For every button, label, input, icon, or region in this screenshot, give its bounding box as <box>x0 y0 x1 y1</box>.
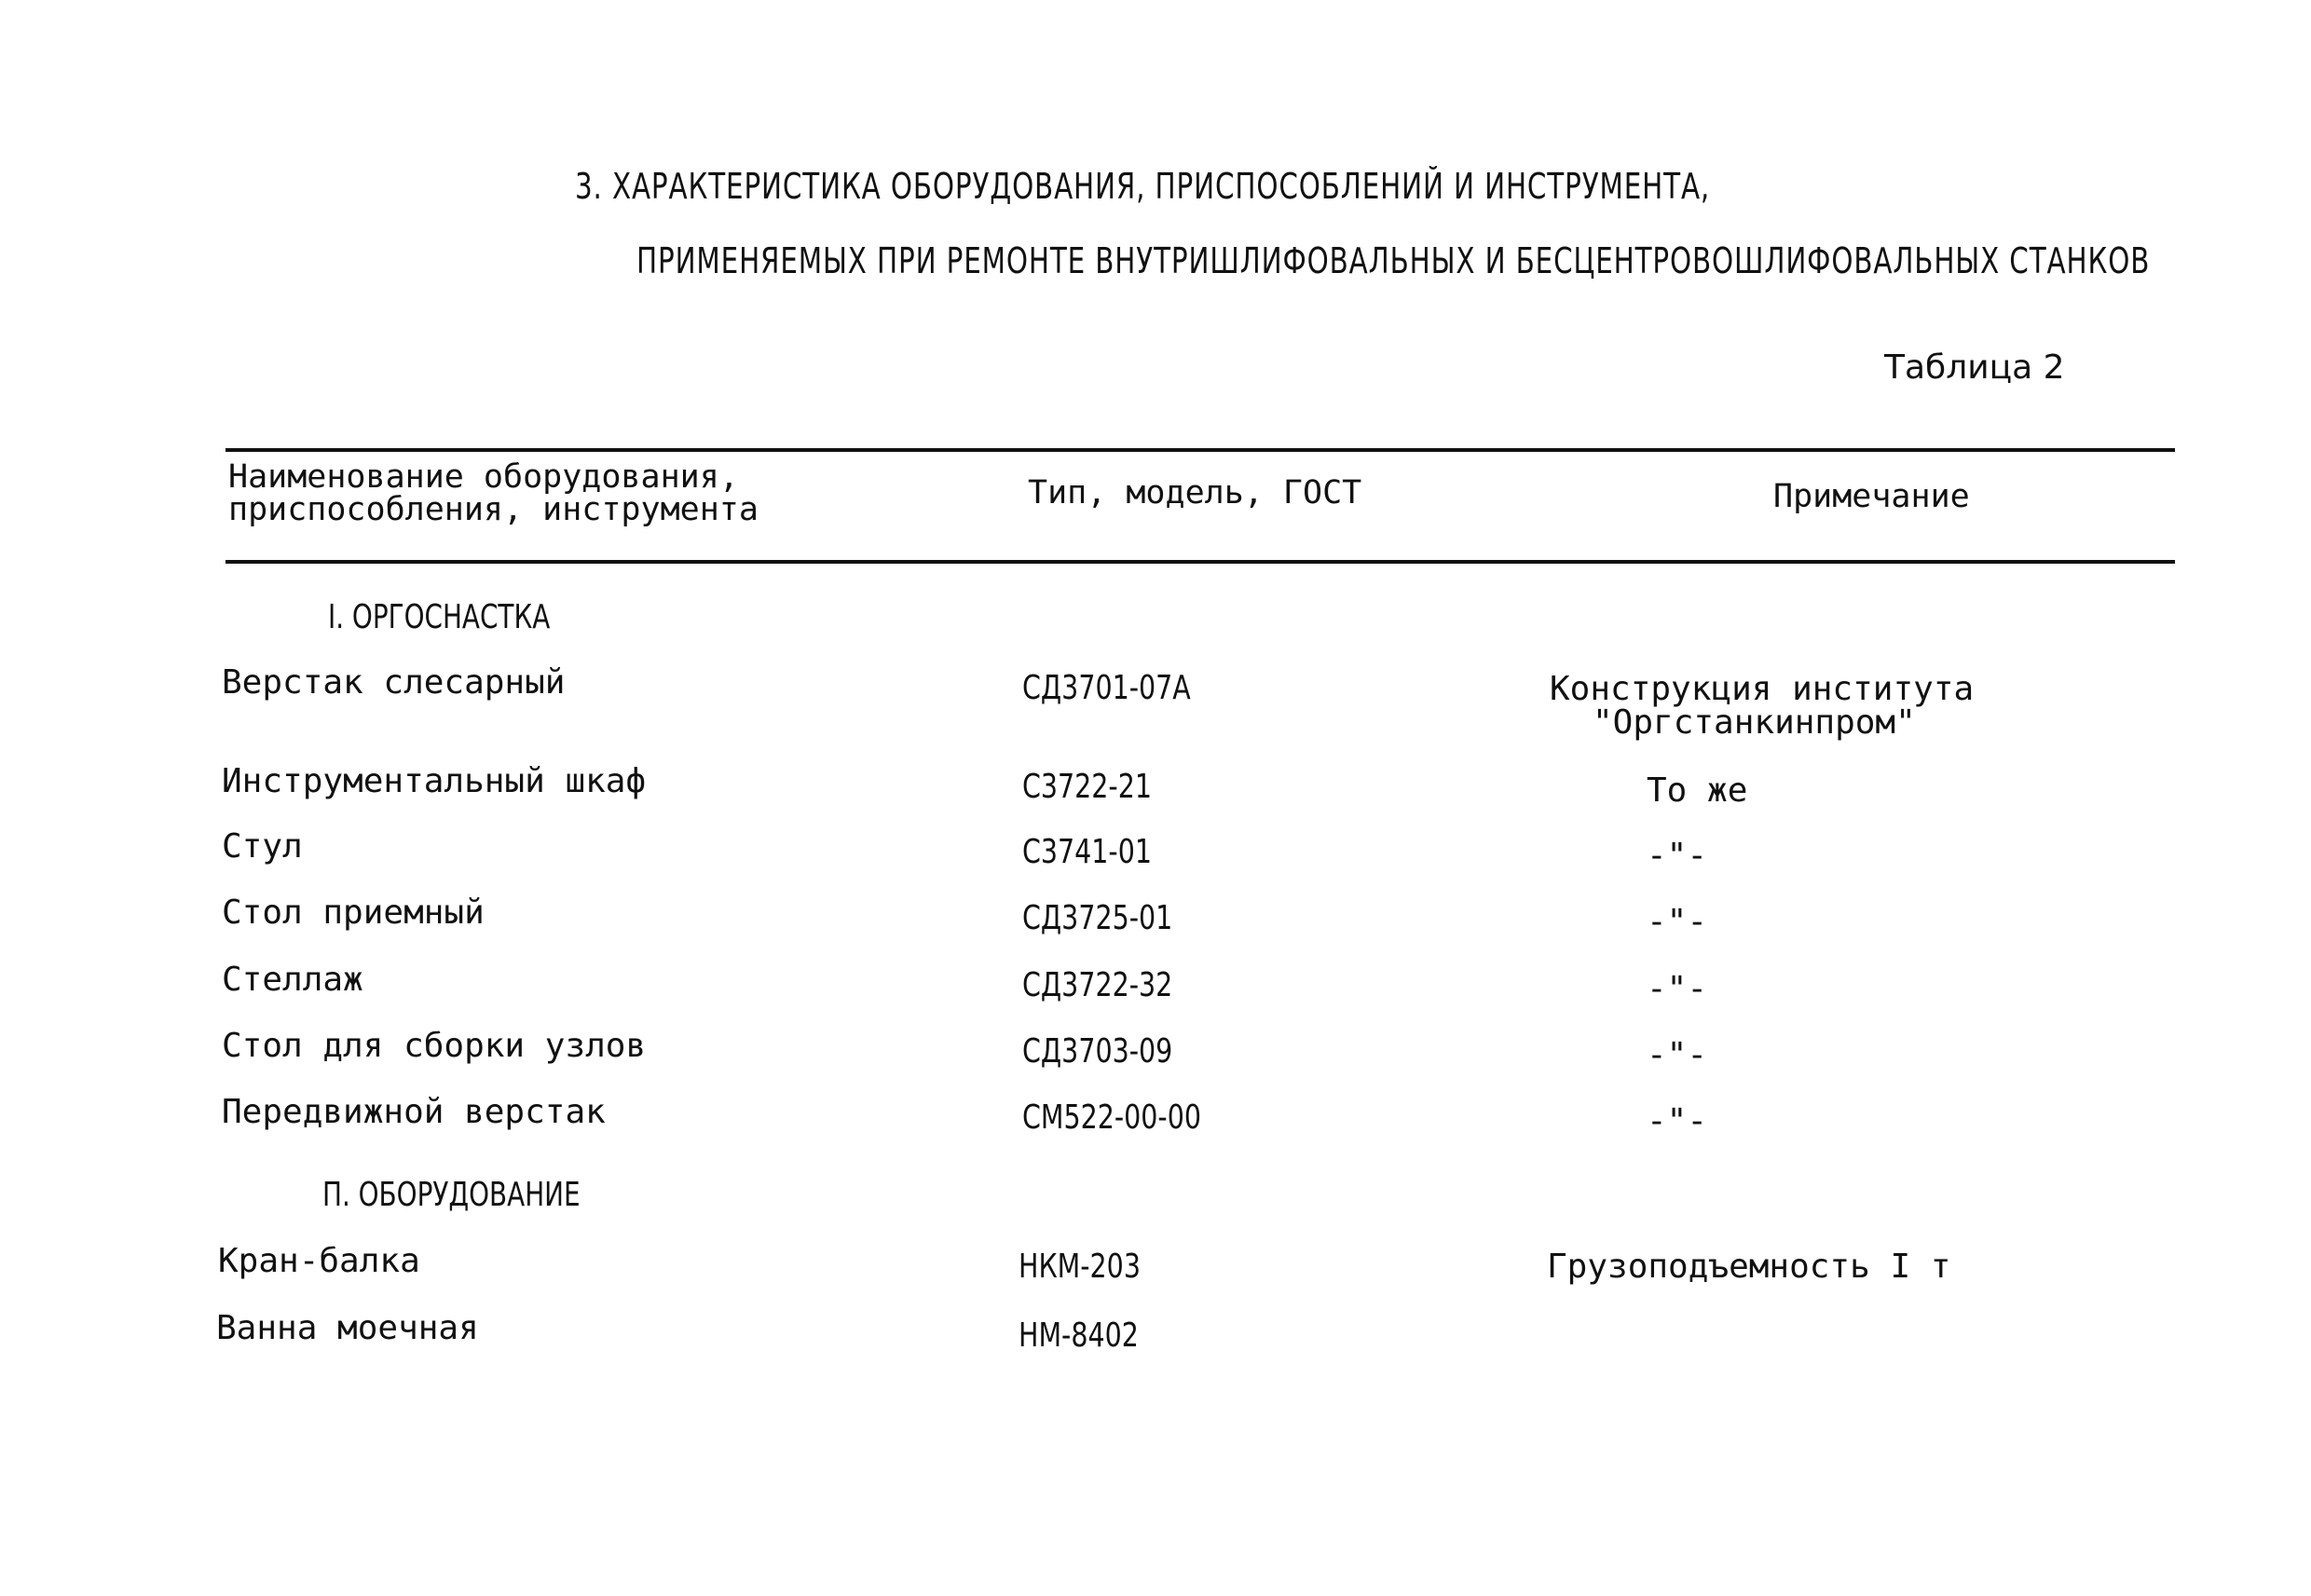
equipment-name: Верстак слесарный <box>222 663 566 702</box>
column-header-model: Тип, модель, ГОСТ <box>1028 474 1362 512</box>
table-row <box>0 1029 2311 1084</box>
column-header-name-line2: приспособления, инструмента <box>228 491 759 528</box>
equipment-note: -"- <box>1647 1102 1708 1140</box>
equipment-model: СД3701-07А <box>1022 669 1191 707</box>
equipment-name: Стол для сборки узлов <box>222 1027 647 1065</box>
equipment-model: НМ-8402 <box>1019 1316 1139 1355</box>
table-row <box>0 663 2311 742</box>
equipment-name: Стеллаж <box>222 961 363 999</box>
column-header-name-line1: Наименование оборудования, <box>228 458 739 496</box>
equipment-note-line1: Конструкция института <box>1550 670 1975 708</box>
equipment-model: СД3703-09 <box>1022 1032 1173 1071</box>
heading-line-1: 3. ХАРАКТЕРИСТИКА ОБОРУДОВАНИЯ, ПРИСПОСОБЛЕНИЙ И ИНСТРУМЕНТА, <box>575 166 1711 207</box>
equipment-model: СМ522-00-00 <box>1022 1098 1201 1137</box>
equipment-note: Грузоподъемность I т <box>1547 1248 1951 1286</box>
table-row <box>0 1095 2311 1151</box>
equipment-model: СД3725-01 <box>1022 899 1173 937</box>
table-row <box>0 1244 2311 1300</box>
equipment-name: Кран-балка <box>218 1242 420 1280</box>
equipment-name: Передвижной верстак <box>222 1093 606 1131</box>
table-caption: Таблица 2 <box>1884 348 2065 387</box>
equipment-name: Стол приемный <box>222 893 485 932</box>
table-top-rule <box>226 448 2175 452</box>
equipment-name: Инструментальный шкаф <box>222 762 647 800</box>
table-row <box>0 1311 2311 1367</box>
heading-line-2: ПРИМЕНЯЕМЫХ ПРИ РЕМОНТЕ ВНУТРИШЛИФОВАЛЬНЫХ И БЕСЦЕНТРОВОШЛИФОВАЛЬНЫХ СТАНКОВ <box>636 240 2151 281</box>
equipment-name: Стул <box>222 827 303 866</box>
section-title-orgosnastka: I. ОРГОСНАСТКА <box>328 598 551 636</box>
equipment-model: НКМ-203 <box>1019 1248 1141 1286</box>
equipment-model: С3722-21 <box>1022 768 1152 806</box>
table-row <box>0 895 2311 951</box>
equipment-note: -"- <box>1647 903 1708 941</box>
table-row <box>0 829 2311 885</box>
equipment-model: СД3722-32 <box>1022 966 1173 1004</box>
equipment-name: Ванна моечная <box>216 1309 479 1347</box>
section-title-oborudovanie: П. ОБОРУДОВАНИЕ <box>322 1176 581 1214</box>
column-header-name <box>228 458 1067 528</box>
table-row <box>0 962 2311 1018</box>
equipment-note: -"- <box>1647 837 1708 875</box>
table-header-rule <box>226 560 2175 564</box>
table-row <box>0 764 2311 820</box>
column-header-note: Примечание <box>1773 478 1970 515</box>
equipment-note: То же <box>1647 771 1748 810</box>
equipment-model: С3741-01 <box>1022 833 1152 871</box>
equipment-note-line2: "Оргстанкинпром" <box>1593 703 1916 742</box>
equipment-note: -"- <box>1647 1036 1708 1074</box>
equipment-note: -"- <box>1647 970 1708 1008</box>
equipment-note <box>1550 670 2146 742</box>
